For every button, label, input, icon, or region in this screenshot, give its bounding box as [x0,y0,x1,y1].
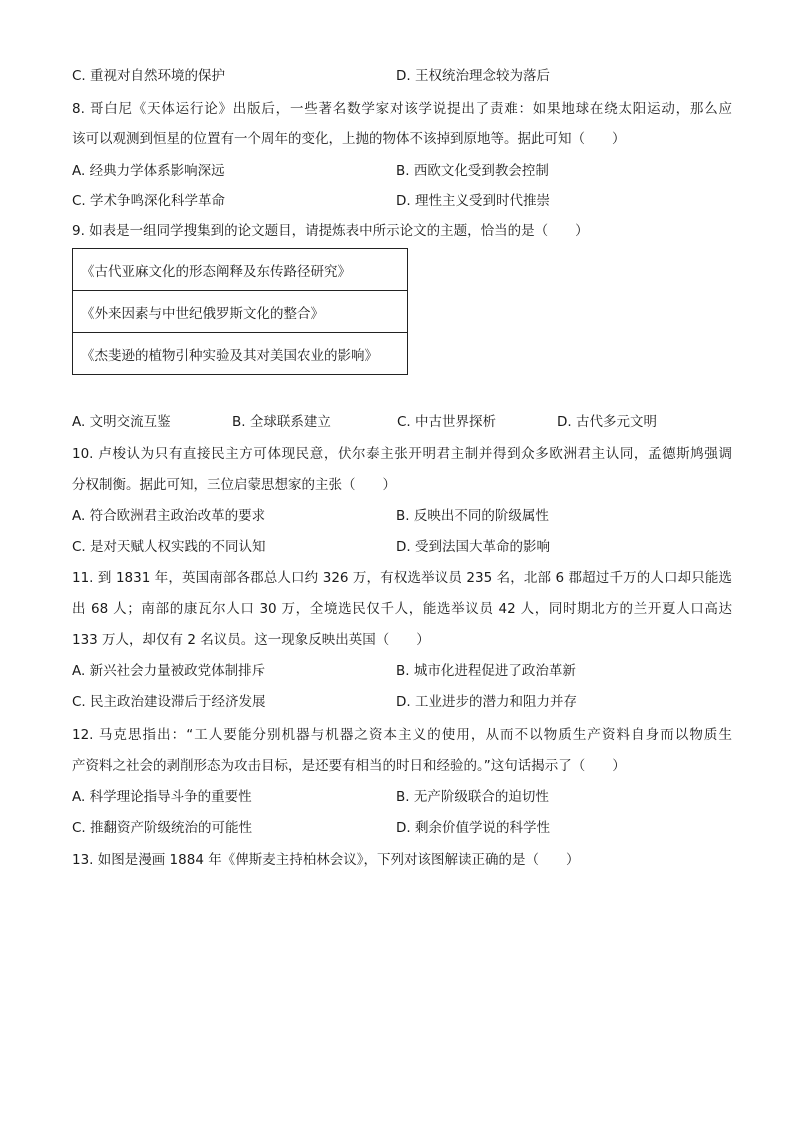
q9-paper-title-table [72,248,408,375]
q10-option-a: A. 符合欧洲君主政治改革的要求 [72,508,266,524]
q12-option-b: B. 无产阶级联合的迫切性 [396,789,549,805]
q11-option-c: C. 民主政治建设滞后于经济发展 [72,694,266,710]
q11-option-d: D. 工业进步的潜力和阻力并存 [396,694,577,710]
q13-stem-line-1: 13. 如图是漫画 1884 年《俾斯麦主持柏林会议》，下列对该图解读正确的是（ ） [72,852,580,868]
q8-option-b: B. 西欧文化受到教会控制 [396,163,549,179]
q12-stem-line-2: 产资料之社会的剥削形态为攻击目标，是还要有相当的时日和经验的。”这句话揭示了（ ） [72,758,626,774]
table-cell: 《杰斐逊的植物引种实验及其对美国农业的影响》 [73,333,408,375]
q9-option-d: D. 古代多元文明 [557,414,657,430]
q7-option-d: D. 王权统治理念较为落后 [396,68,550,84]
q12-option-c: C. 推翻资产阶级统治的可能性 [72,820,253,836]
q11-option-b: B. 城市化进程促进了政治革新 [396,663,576,679]
q10-option-b: B. 反映出不同的阶级属性 [396,508,549,524]
q9-option-c: C. 中古世界探析 [397,414,497,430]
q10-option-c: C. 是对天赋人权实践的不同认知 [72,539,266,555]
q10-stem-line-2: 分权制衡。据此可知，三位启蒙思想家的主张（ ） [72,477,396,493]
q9-option-b: B. 全球联系建立 [232,414,331,430]
q9-option-a: A. 文明交流互鉴 [72,414,171,430]
q10-option-d: D. 受到法国大革命的影响 [396,539,550,555]
q10-stem-line-1: 10. 卢梭认为只有直接民主方可体现民意，伏尔泰主张开明君主制并得到众多欧洲君主认同，孟德斯鸠强调 [72,446,732,462]
table-row [73,249,408,291]
q8-option-a: A. 经典力学体系影响深远 [72,163,225,179]
q12-stem-line-1: 12. 马克思指出：“工人要能分别机器与机器之资本主义的使用，从而不以物质生产资料自身而以物质生 [72,727,732,743]
q12-option-d: D. 剩余价值学说的科学性 [396,820,550,836]
q8-stem-line-1: 8. 哥白尼《天体运行论》出版后，一些著名数学家对该学说提出了责难：如果地球在绕太阳运动，那么应 [72,101,732,117]
q11-stem-line-1: 11. 到 1831 年，英国南部各郡总人口约 326 万，有权选举议员 235 名，北部 6 郡超过千万的人口却只能选 [72,570,732,586]
q11-stem-line-3: 133 万人，却仅有 2 名议员。这一现象反映出英国（ ） [72,632,430,648]
q9-stem-line-1: 9. 如表是一组同学搜集到的论文题目，请提炼表中所示论文的主题，恰当的是（ ） [72,223,589,239]
table-cell: 《外来因素与中世纪俄罗斯文化的整合》 [73,291,408,333]
q12-option-a: A. 科学理论指导斗争的重要性 [72,789,252,805]
table-cell: 《古代亚麻文化的形态阐释及东传路径研究》 [73,249,408,291]
q8-option-d: D. 理性主义受到时代推崇 [396,193,550,209]
q8-option-c: C. 学术争鸣深化科学革命 [72,193,226,209]
q7-option-c: C. 重视对自然环境的保护 [72,68,226,84]
q11-option-a: A. 新兴社会力量被政党体制排斥 [72,663,266,679]
table-row [73,291,408,333]
q11-stem-line-2: 出 68 人；南部的康瓦尔人口 30 万，全境选民仅千人，能选举议员 42 人，同时期北方的兰开夏人口高达 [72,601,732,617]
q8-stem-line-2: 该可以观测到恒星的位置有一个周年的变化，上抛的物体不该掉到原地等。据此可知（ ） [72,131,626,147]
table-row [73,333,408,375]
